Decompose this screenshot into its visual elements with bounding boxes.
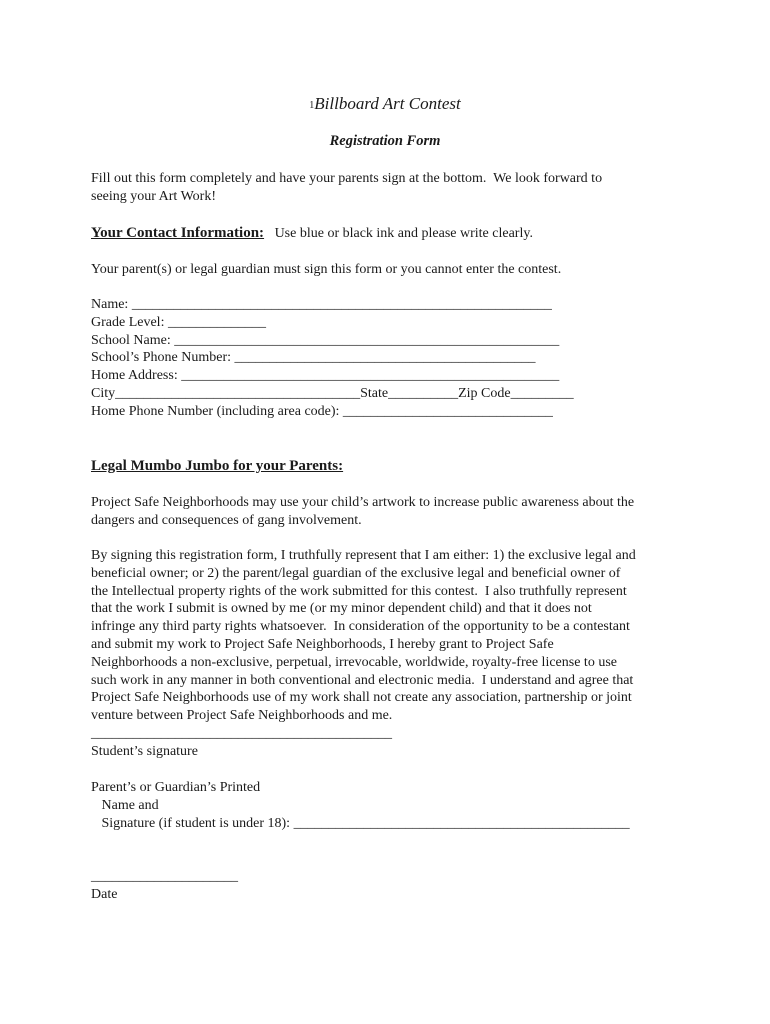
legal-p2-line: Project Safe Neighborhoods use of my work shall not create any association, partnership or joint	[91, 690, 632, 706]
parent-label-line-2: Name and	[91, 797, 159, 813]
intro-line-2: seeing your Art Work!	[91, 188, 216, 204]
title-footnote-marker: 1	[309, 100, 315, 111]
contact-fields	[91, 296, 691, 421]
legal-paragraph-1	[91, 494, 691, 530]
date-line[interactable]: _____________________	[91, 869, 238, 884]
parent-signature-block	[91, 779, 691, 832]
parent-signature-field[interactable]: Signature (if student is under 18): ________________________________________________	[91, 815, 630, 831]
date-label: Date	[91, 886, 118, 902]
contact-section-header	[91, 225, 691, 243]
home-address-field[interactable]: Home Address: ______________________________________________________	[91, 368, 560, 384]
legal-heading: Legal Mumbo Jumbo for your Parents:	[91, 458, 344, 474]
intro-line-1: Fill out this form completely and have your parents sign at the bottom. We look forward to	[91, 171, 603, 186]
student-signature-block	[91, 725, 691, 761]
legal-p2-line: such work in any manner in both conventional and electronic media. I understand and agree that	[91, 672, 634, 688]
legal-p2-line: By signing this registration form, I truthfully represent that I am either: 1) the exclusive legal and	[91, 548, 636, 563]
intro-paragraph	[91, 170, 691, 206]
title-text: Billboard Art Contest	[314, 94, 461, 113]
date-block	[91, 868, 691, 904]
name-field[interactable]: Name: ____________________________________________________________	[91, 297, 552, 312]
legal-p2-line: venture between Project Safe Neighborhoods and me.	[91, 708, 393, 724]
legal-p2-line: beneficial owner; or 2) the parent/legal guardian of the exclusive legal and beneficial owner of	[91, 565, 621, 581]
school-phone-field[interactable]: School’s Phone Number: ___________________________________________	[91, 350, 536, 366]
student-signature-line[interactable]: ___________________________________________	[91, 726, 392, 741]
city-state-zip-field[interactable]: City___________________________________State__________Zip Code_________	[91, 385, 574, 401]
contact-notice: Your parent(s) or legal guardian must sign this form or you cannot enter the contest.	[91, 262, 562, 277]
contact-instruction: Use blue or black ink and please write clearly.	[274, 226, 533, 241]
page-subtitle: Registration Form	[329, 133, 441, 149]
legal-p2-line: infringe any third party rights whatsoever. In consideration of the opportunity to be a contestant	[91, 619, 630, 635]
legal-p1-line: Project Safe Neighborhoods may use your child’s artwork to increase public awareness about the	[91, 495, 635, 510]
home-phone-field[interactable]: Home Phone Number (including area code): ______________________________	[91, 403, 553, 419]
student-signature-label: Student’s signature	[91, 743, 198, 759]
legal-p2-line: Neighborhoods a non-exclusive, perpetual, irrevocable, worldwide, royalty-free license to use	[91, 654, 617, 670]
school-name-field[interactable]: School Name: _______________________________________________________	[91, 332, 560, 348]
parent-label-line-1: Parent’s or Guardian’s Printed	[91, 780, 261, 795]
legal-paragraph-2	[91, 547, 691, 725]
page-title	[0, 94, 770, 114]
grade-level-field[interactable]: Grade Level: ______________	[91, 314, 266, 330]
legal-section-header	[91, 458, 691, 476]
legal-p2-line: the Intellectual property rights of the work submitted for this contest. I also truthfully represent	[91, 583, 627, 599]
contact-heading: Your Contact Information:	[91, 225, 265, 241]
legal-p2-line: that the work I submit is owned by me (or my minor dependent child) and that it does not	[91, 601, 592, 617]
legal-p2-line: and submit my work to Project Safe Neighborhoods, I hereby grant to Project Safe	[91, 636, 554, 652]
legal-p1-line: dangers and consequences of gang involvement.	[91, 512, 362, 528]
